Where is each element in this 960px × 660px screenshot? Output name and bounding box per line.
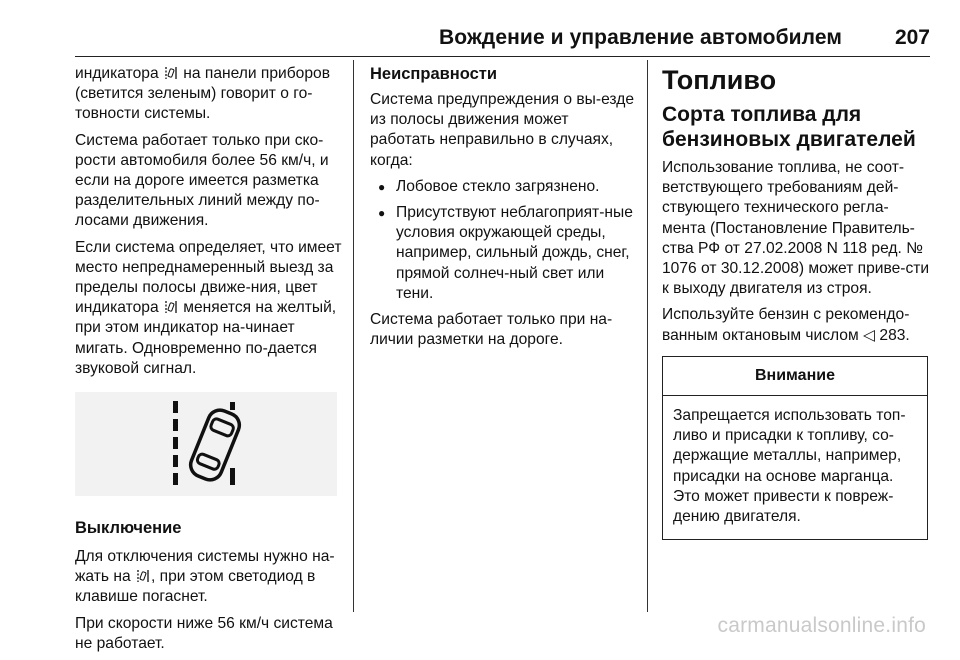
text: . [905,326,910,344]
lane-departure-icon [164,66,178,80]
lane-departure-icon [164,300,178,314]
list-item: ● Присутствуют неблагоприят-ные условия окружающей среды, например, сильный дождь, снег, прямой солнеч-ный свет или тени. [370,203,634,304]
section-heading: Неисправности [370,65,498,83]
paragraph: Система работает только при ско-рости автомобиля более 56 км/ч, и если на дороге имеется разметка разделительных линий между по-лосами движения. [75,131,329,230]
paragraph: Система работает только при на-личии разметки на дороге. [370,311,613,349]
warning-text: Запрещается использовать топ-ливо и присадки к топливу, со-держащие металлы, например, присадки на основе марганца. Это может привести к повреж-дению двигателя. [673,407,906,526]
text: индикатора [75,65,163,82]
warning-title: Внимание [663,357,927,396]
section-heading: Выключение [75,519,182,538]
warning-box [662,356,928,540]
text: Используйте бензин с рекомендо-ванным октановым числом [662,306,910,344]
paragraph: Система предупреждения о вы-езде из полосы движения может работать неправильно в случаях, когда: [370,91,634,169]
page-reference[interactable]: 283 [879,326,906,344]
paragraph [75,64,343,125]
text: , при этом светодиод в клавише погаснет. [75,568,316,606]
text: Для отключения системы нужно на-жать на [75,548,335,586]
text: меняется на желтый, при этом индикатор на-чинает мигать. Одновременно по-дается звуковой сигнал. [75,299,337,377]
page-header [0,0,960,58]
column-middle [370,64,634,356]
lane-departure-icon [136,569,150,583]
chapter-title: Вождение и управление автомобилем [439,26,842,49]
paragraph: При скорости ниже 56 км/ч система не работает. [75,614,333,652]
column-left [75,64,343,660]
column-divider [647,60,648,612]
list-item: ● Лобовое стекло загрязнено. [370,177,634,197]
page-number: 207 [894,26,930,49]
paragraph: Использование топлива, не соот-ветствующего требованиям дей-ствующего технического регла-мента (Постановление Правитель-ства РФ от 27.02.2008 N 118 ред. № 1076 от 30.12.2008) может приве-сти к выходу двигателя из строя. [662,159,930,298]
watermark: carmanualsonline.info [717,614,926,637]
paragraph [662,305,930,345]
header-rule [75,56,930,57]
lane-departure-illustration [75,392,337,496]
chapter-heading: Топливо [662,65,777,95]
column-divider [353,60,354,612]
paragraph [75,238,343,379]
lane-departure-figure [75,392,337,496]
text: Если система определяет, что имеет место непреднамеренный выезд за пределы полосы движе-ния, цвет индикатора [75,238,342,317]
text: на панели приборов (светится зеленым) говорит о го-товности системы. [75,65,330,123]
column-right [662,64,930,540]
paragraph [75,547,343,608]
section-heading: Сорта топлива для бензиновых двигателей [662,103,916,151]
bullet-list [370,177,634,304]
page-reference-arrow-icon: ◁ [863,326,876,344]
